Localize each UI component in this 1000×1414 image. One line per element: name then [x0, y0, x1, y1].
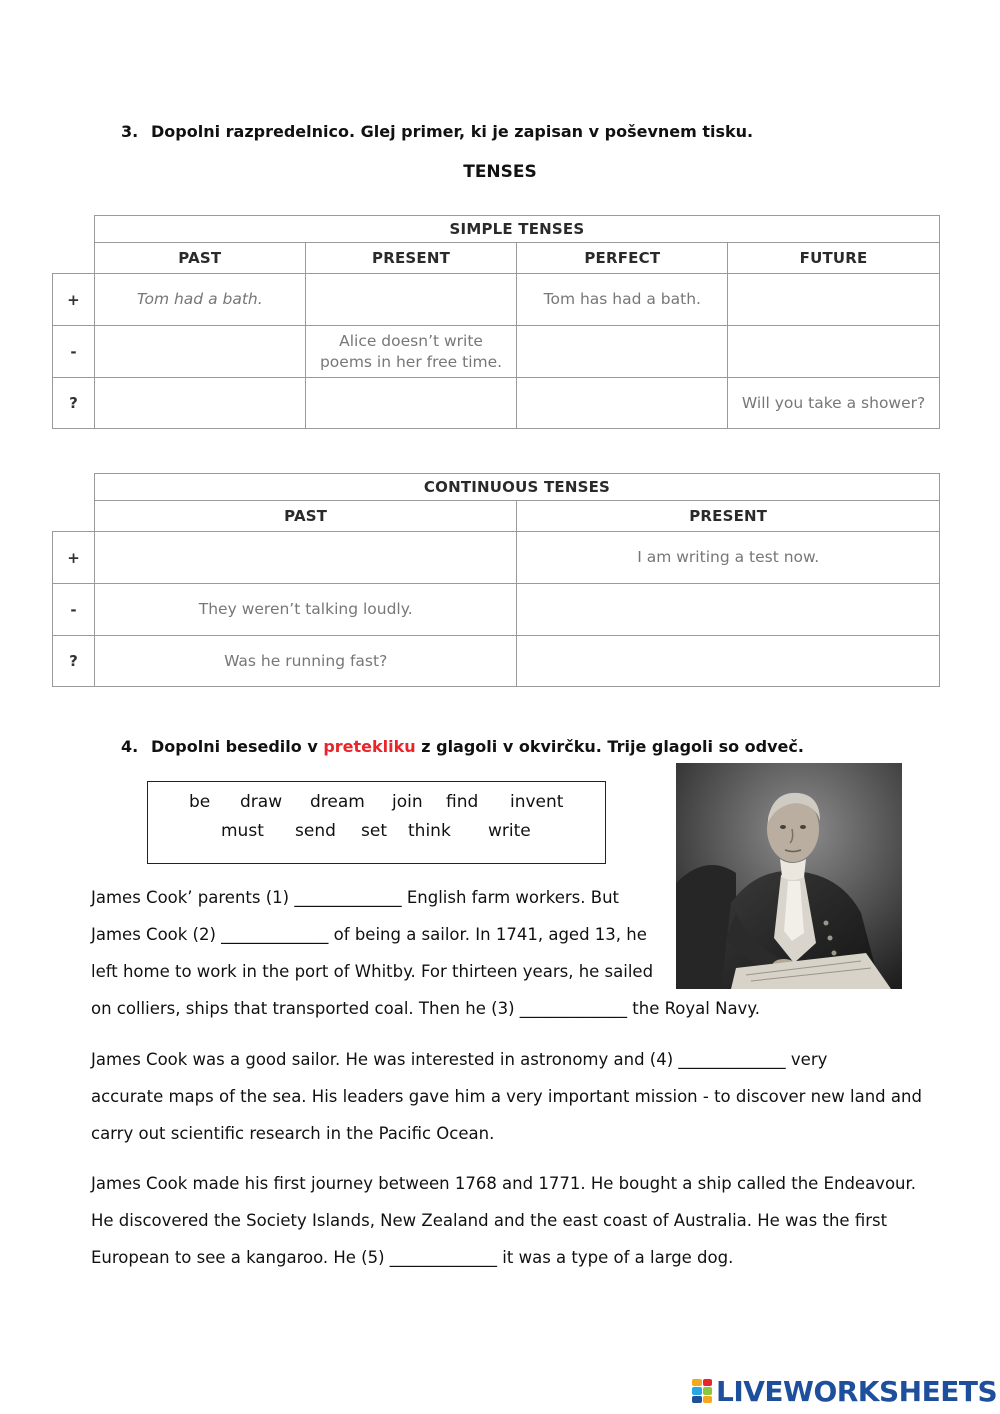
logo-icon [692, 1379, 712, 1403]
text-line: left home to work in the port of Whitby. For thirteen years, he sailed [91, 962, 654, 981]
word-invent: invent [510, 792, 564, 812]
text-line: He discovered the Society Islands, New Zealand and the east coast of Australia. He was the first [91, 1211, 888, 1230]
word-join: join [392, 792, 423, 812]
column-header-present: PRESENT [305, 243, 517, 274]
question-text: Dopolni besedilo v [151, 737, 324, 756]
table-cell: Tom has had a bath. [517, 274, 728, 326]
answer-cell[interactable] [305, 378, 517, 429]
table-row [53, 584, 940, 636]
logo-text: LIVEWORKSHEETS [716, 1374, 998, 1408]
column-header-past: PAST [94, 243, 305, 274]
liveworksheets-logo [692, 1374, 997, 1408]
word-be: be [189, 792, 211, 812]
table-corner [53, 474, 95, 501]
table-corner [53, 216, 95, 243]
continuous-tenses-caption: CONTINUOUS TENSES [94, 474, 939, 501]
text-line: James Cook was a good sailor. He was interested in astronomy and (4) _____________ very [91, 1050, 828, 1069]
tenses-title: TENSES [463, 162, 537, 182]
answer-cell[interactable] [517, 378, 728, 429]
table-row [53, 274, 940, 326]
row-sign-positive: + [53, 532, 95, 584]
table-cell: Was he running fast? [94, 636, 517, 687]
table-cell: Tom had a bath. [94, 274, 305, 326]
text-line: James Cook’ parents (1) _____________ English farm workers. But [91, 888, 619, 907]
text-line: James Cook made his first journey between 1768 and 1771. He bought a ship called the Endeavour. [91, 1174, 917, 1193]
continuous-tenses-table [52, 473, 940, 687]
question-3-instruction [121, 122, 753, 141]
column-header-past: PAST [94, 501, 517, 532]
column-header-present: PRESENT [517, 501, 940, 532]
row-sign-question: ? [53, 636, 95, 687]
table-cell: Will you take a shower? [728, 378, 940, 429]
text-line: James Cook (2) _____________ of being a sailor. In 1741, aged 13, he [91, 925, 647, 944]
word-think: think [408, 821, 451, 841]
word-must: must [221, 821, 264, 841]
question-4-instruction [121, 737, 804, 756]
question-number: 4. [121, 737, 139, 756]
table-row [53, 532, 940, 584]
word-send: send [295, 821, 336, 841]
verb-word-box [147, 781, 606, 864]
text-line: European to see a kangaroo. He (5) _____________ it was a type of a large dog. [91, 1248, 734, 1267]
row-sign-negative: - [53, 584, 95, 636]
answer-cell[interactable] [517, 584, 940, 636]
answer-cell[interactable] [305, 274, 517, 326]
word-dream: dream [310, 792, 365, 812]
table-corner [53, 243, 95, 274]
james-cook-portrait [676, 763, 902, 989]
question-text: z glagoli v okvirčku. Trije glagoli so odveč. [415, 737, 804, 756]
text-line: accurate maps of the sea. His leaders gave him a very important mission - to discover new land and [91, 1087, 922, 1106]
table-row [53, 378, 940, 429]
question-number: 3. [121, 122, 139, 141]
answer-cell[interactable] [517, 326, 728, 378]
row-sign-negative: - [53, 326, 95, 378]
word-set: set [361, 821, 387, 841]
table-row [53, 326, 940, 378]
text-line: on colliers, ships that transported coal. Then he (3) _____________ the Royal Navy. [91, 999, 760, 1018]
word-find: find [446, 792, 479, 812]
row-sign-question: ? [53, 378, 95, 429]
highlighted-word: pretekliku [323, 737, 416, 756]
table-cell: They weren’t talking loudly. [94, 584, 517, 636]
simple-tenses-table [52, 215, 940, 429]
word-draw: draw [240, 792, 283, 812]
question-text: Dopolni razpredelnico. Glej primer, ki je zapisan v poševnem tisku. [151, 122, 754, 141]
answer-cell[interactable] [728, 326, 940, 378]
word-write: write [488, 821, 531, 841]
table-cell: I am writing a test now. [517, 532, 940, 584]
row-sign-positive: + [53, 274, 95, 326]
answer-cell[interactable] [728, 274, 940, 326]
simple-tenses-caption: SIMPLE TENSES [94, 216, 939, 243]
column-header-perfect: PERFECT [517, 243, 728, 274]
column-header-future: FUTURE [728, 243, 940, 274]
answer-cell[interactable] [94, 378, 305, 429]
table-row [53, 636, 940, 687]
table-corner [53, 501, 95, 532]
table-cell: Alice doesn’t write poems in her free time. [305, 326, 517, 378]
answer-cell[interactable] [94, 532, 517, 584]
answer-cell[interactable] [517, 636, 940, 687]
answer-cell[interactable] [94, 326, 305, 378]
text-line: carry out scientific research in the Pacific Ocean. [91, 1124, 495, 1143]
